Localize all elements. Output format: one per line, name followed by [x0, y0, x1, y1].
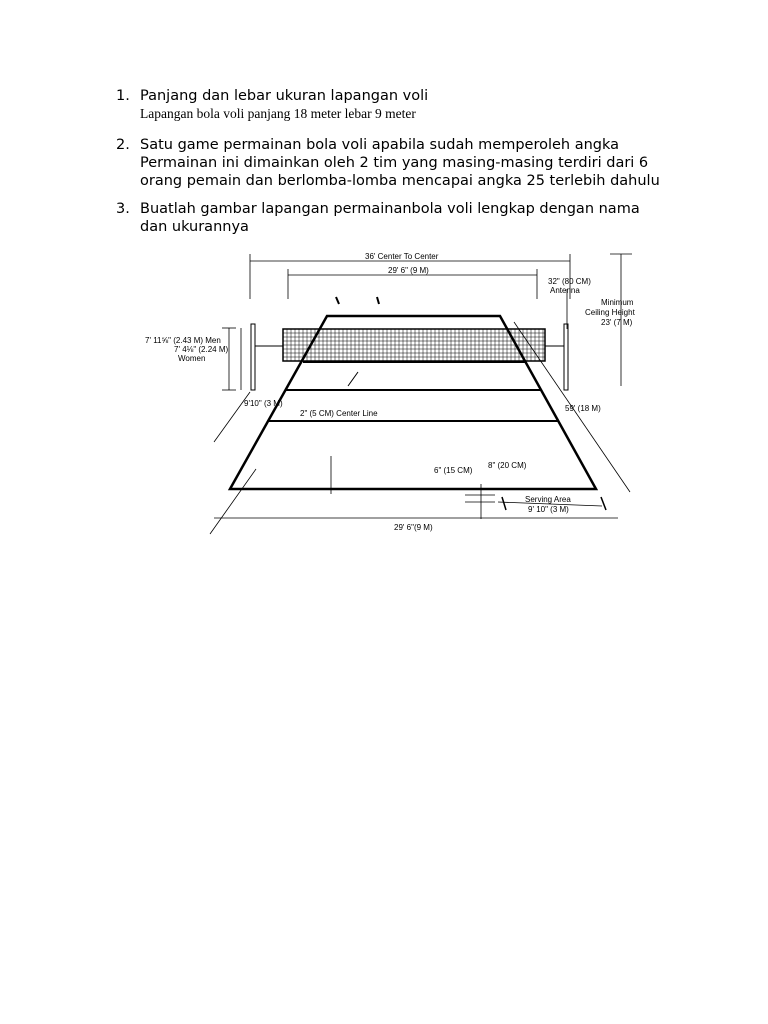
- net: [255, 329, 564, 361]
- center-line-label: 2" (5 CM) Center Line: [300, 409, 378, 418]
- net-width-label: 29' 6" (9 M): [388, 266, 429, 275]
- answer-text: Permainan ini dimainkan oleh 2 tim yang masing-masing terdiri dari 6 orang pemain dan berlomba-lomba mencapai angka 25 terlebih dahulu: [140, 155, 660, 189]
- question-1: [116, 87, 716, 122]
- court-length-label: 59' (18 M): [565, 404, 601, 413]
- antenna-left: [336, 297, 339, 304]
- women-net-height-label: 7' 4⅛" (2.24 M): [174, 345, 229, 354]
- answer-text: Lapangan bola voli panjang 18 meter lebar 9 meter: [140, 106, 416, 121]
- question-number: 1.: [116, 88, 130, 104]
- center-to-center-label: 36' Center To Center: [365, 252, 439, 261]
- antenna-right: [377, 297, 379, 304]
- net-post-left: [251, 324, 255, 390]
- net-post-right: [564, 324, 568, 390]
- question-text: Buatlah gambar lapangan permainanbola voli lengkap dengan nama dan ukurannya: [140, 201, 640, 235]
- question-text: Panjang dan lebar ukuran lapangan voli: [140, 88, 429, 104]
- men-net-height-label: 7' 11⅝" (2.43 M) Men: [145, 336, 221, 345]
- question-3: [116, 200, 716, 236]
- court-outline: [230, 316, 596, 489]
- question-2: [116, 136, 716, 190]
- court-width-label: 29' 6"(9 M): [394, 523, 433, 532]
- antenna-label: Antenna: [550, 286, 580, 295]
- women-label: Women: [178, 354, 206, 363]
- question-text: Satu game permainan bola voli apabila sudah memperoleh angka: [140, 137, 620, 153]
- volleyball-court-diagram: [140, 244, 640, 544]
- ceiling-label-3: 23' (7 M): [601, 318, 633, 327]
- attack-line-label: 9'10" (3 M): [244, 399, 283, 408]
- ceiling-label-1: Minimum: [601, 298, 634, 307]
- antenna-height-label: 32" (80 CM): [548, 277, 591, 286]
- ceiling-label-2: Ceiling Height: [585, 308, 635, 317]
- question-number: 2.: [116, 137, 130, 153]
- line-width-6in-label: 6" (15 CM): [434, 466, 473, 475]
- serving-area-size-label: 9' 10" (3 M): [528, 505, 569, 514]
- question-number: 3.: [116, 201, 130, 217]
- line-width-8in-label: 8" (20 CM): [488, 461, 527, 470]
- serving-area-label: Serving Area: [525, 495, 571, 504]
